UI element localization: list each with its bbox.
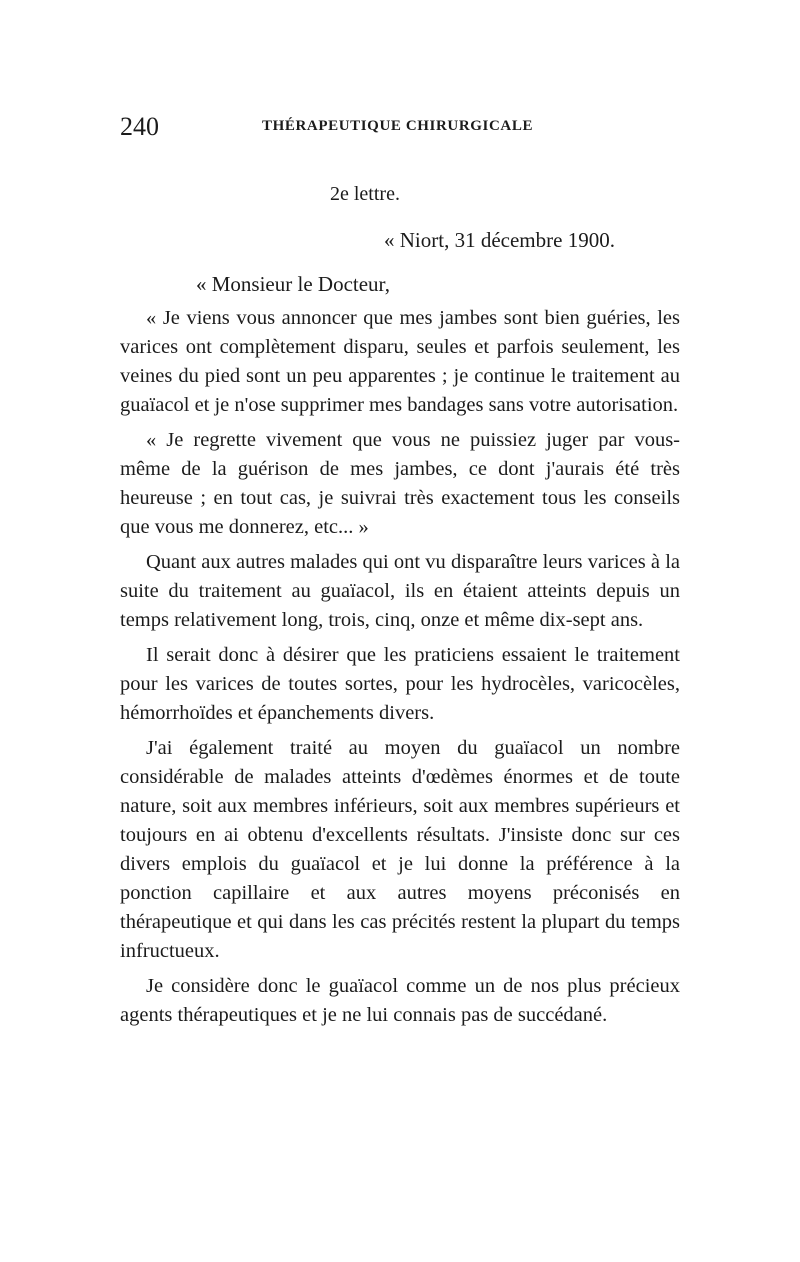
paragraph: Quant aux autres malades qui ont vu disparaître leurs varices à la suite du traitement au guaïacol, ils en étaient atteints depuis un temps relativement long, trois, cinq, onze et même dix-sept ans. <box>120 551 680 631</box>
letter-subtitle: 2e lettre. <box>330 183 400 205</box>
page-header <box>120 112 680 142</box>
body-text <box>120 304 680 1036</box>
paragraph: « Je regrette vivement que vous ne puissiez juger par vous-même de la guérison de mes jambes, ce dont j'aurais été très heureuse ; en tout cas, je suivrai très exactement tous les conseils que vous me donnerez, etc... » <box>120 429 680 538</box>
running-head: THÉRAPEUTIQUE CHIRURGICALE <box>262 118 534 134</box>
letter-salutation: « Monsieur le Docteur, <box>196 272 390 296</box>
paragraph: « Je viens vous annoncer que mes jambes sont bien guéries, les varices ont complètement disparu, seules et parfois seulement, les veines du pied sont un peu apparentes ; je continue le traitement au guaïacol et je n'ose supprimer mes bandages sans votre autorisation. <box>120 307 680 416</box>
paragraph: Il serait donc à désirer que les praticiens essaient le traitement pour les varices de toutes sortes, pour les hydrocèles, varicocèles, hémorrhoïdes et épanchements divers. <box>120 644 680 724</box>
page-number: 240 <box>120 112 159 141</box>
letter-dateline: « Niort, 31 décembre 1900. <box>384 228 615 252</box>
paragraph: Je considère donc le guaïacol comme un de nos plus précieux agents thérapeutiques et je ne lui connais pas de succédané. <box>120 975 680 1026</box>
paragraph: J'ai également traité au moyen du guaïacol un nombre considérable de malades atteints d'œdèmes énormes et de toute nature, soit aux membres inférieurs, soit aux membres supérieurs et toujours en ai obtenu d'excellents résultats. J'insiste donc sur ces divers emplois du guaïacol et je lui donne la préférence à la ponction capillaire et aux autres moyens préconisés en thérapeutique et qui dans les cas précités restent la plupart du temps infructueux. <box>120 737 680 962</box>
